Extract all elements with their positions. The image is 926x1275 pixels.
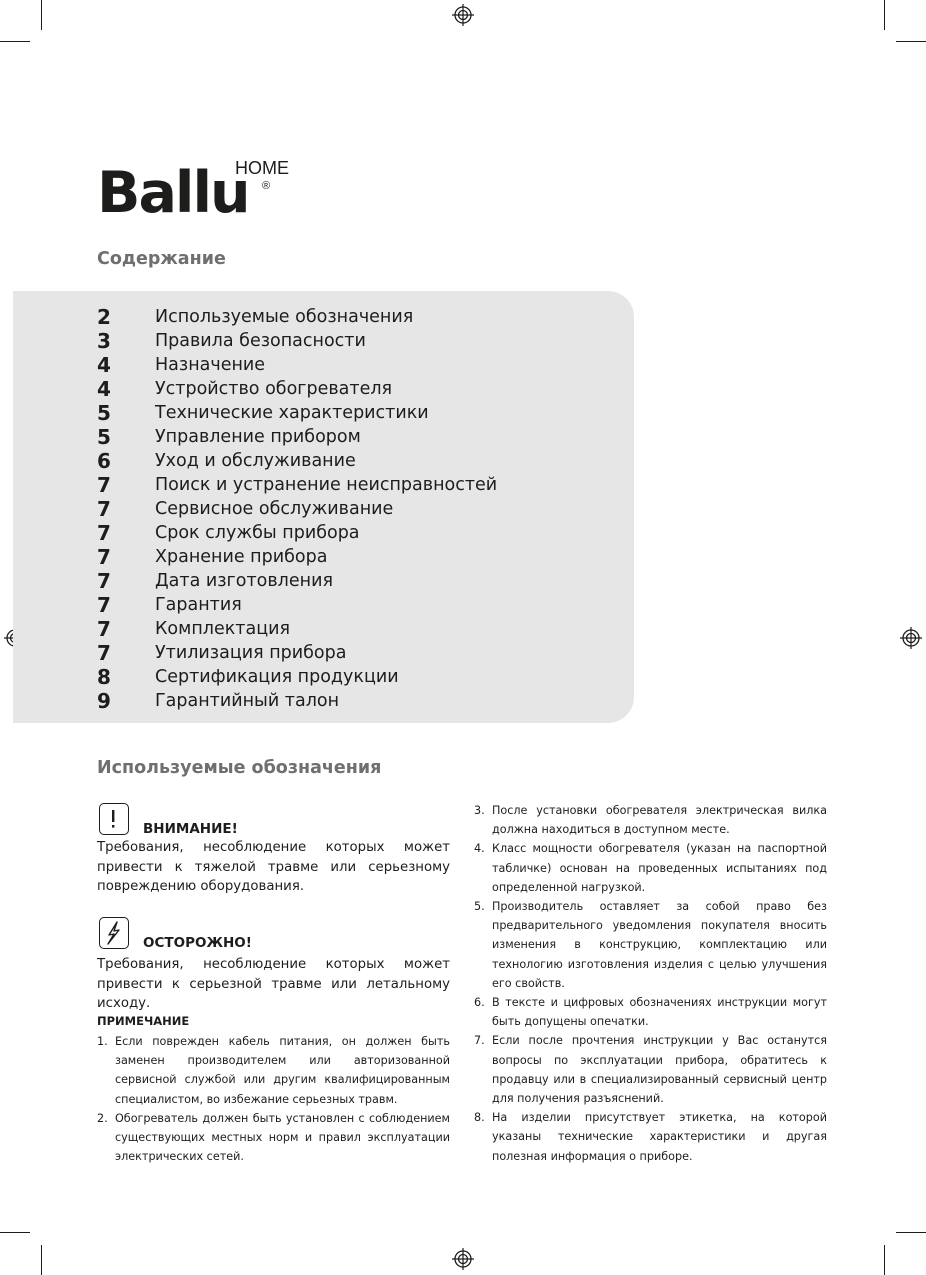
- lightning-icon: [99, 917, 129, 949]
- note-item: [474, 1031, 827, 1108]
- toc-item: [97, 353, 597, 377]
- exclamation-icon: [99, 803, 129, 835]
- crop-mark: [0, 41, 30, 42]
- toc-item: [97, 593, 597, 617]
- toc-item: [97, 305, 597, 329]
- toc-item: [97, 545, 597, 569]
- toc-label: Срок службы прибора: [155, 523, 360, 543]
- toc-page-number: 7: [97, 617, 111, 641]
- note-text: Обогреватель должен быть установлен с соблюдением существующих местных норм и правил эксплуатации электрических сетей.: [115, 1111, 450, 1164]
- note-number: 6.: [474, 996, 485, 1010]
- attention-text: Требования, несоблюдение которых может привести к тяжелой травме или серьезному повреждению оборудования.: [97, 840, 450, 894]
- toc-page-number: 4: [97, 377, 111, 401]
- toc-label: Устройство обогревателя: [155, 379, 393, 399]
- note-number: 1.: [97, 1035, 108, 1048]
- note-item: [474, 993, 827, 1031]
- toc-page-number: 7: [97, 473, 111, 497]
- note-number: 8.: [474, 1111, 485, 1125]
- toc-item: [97, 377, 597, 401]
- toc-label: Уход и обслуживание: [155, 451, 356, 471]
- toc-page-number: 4: [97, 353, 111, 377]
- toc-page-number: 7: [97, 593, 111, 617]
- toc-label: Гарантия: [155, 595, 242, 615]
- toc-item: [97, 425, 597, 449]
- toc-page-number: 2: [97, 305, 111, 329]
- toc-item: [97, 497, 597, 521]
- brand-logo: [97, 160, 287, 226]
- note-item: [474, 839, 827, 897]
- toc-label: Правила безопасности: [155, 331, 366, 351]
- note-text: Производитель оставляет за собой право без предварительного уведомления покупателя вносить изменения в конструкцию, комплектацию или технологию изготовления изделия с целью улучшения его свойств.: [492, 900, 827, 990]
- notes-list-right: [474, 801, 827, 1166]
- toc-item: [97, 569, 597, 593]
- toc-label: Комплектация: [155, 619, 291, 639]
- notes-list-left: [97, 1032, 450, 1166]
- note-number: 4.: [474, 842, 485, 856]
- toc-page-number: 5: [97, 401, 111, 425]
- note-item: [474, 1108, 827, 1166]
- crop-mark: [884, 0, 885, 30]
- registration-mark-icon: [452, 4, 474, 26]
- note-text: После установки обогревателя электрическая вилка должна находиться в доступном месте.: [492, 804, 827, 837]
- toc-page-number: 8: [97, 665, 111, 689]
- toc-item: [97, 473, 597, 497]
- toc-page-number: 9: [97, 689, 111, 713]
- toc-label: Утилизация прибора: [155, 643, 347, 663]
- registered-mark: ®: [262, 180, 271, 192]
- toc-item: [97, 401, 597, 425]
- note-item: [474, 801, 827, 839]
- caution-text: Требования, несоблюдение которых может привести к серьезной травме или летальному исходу.: [97, 957, 450, 1011]
- note-number: 2.: [97, 1111, 108, 1125]
- note-text: Если поврежден кабель питания, он должен быть заменен производителем или авторизованной сервисной службой или другим квалифицированным специалистом, во избежание серьезных травм.: [115, 1035, 450, 1106]
- attention-title: ВНИМАНИЕ!: [143, 821, 238, 837]
- toc-label: Поиск и устранение неисправностей: [155, 475, 498, 495]
- note-text: На изделии присутствует этикетка, на которой указаны технические характеристики и другая полезная информация о приборе.: [492, 1111, 827, 1163]
- note-number: 3.: [474, 804, 485, 817]
- toc-item: [97, 617, 597, 641]
- registration-mark-icon: [452, 1248, 474, 1270]
- crop-mark: [896, 41, 926, 42]
- toc-page-number: 7: [97, 641, 111, 665]
- toc-item: [97, 641, 597, 665]
- toc-item: [97, 689, 597, 713]
- note-number: 7.: [474, 1034, 485, 1048]
- note-item: [97, 1109, 450, 1167]
- note-text: В тексте и цифровых обозначениях инструкции могут быть допущены опечатки.: [492, 996, 827, 1029]
- toc-page-number: 7: [97, 545, 111, 569]
- note-title: ПРИМЕЧАНИЕ: [97, 1014, 190, 1028]
- symbols-title: Используемые обозначения: [97, 758, 382, 778]
- toc-label: Дата изготовления: [155, 571, 333, 591]
- toc-page-number: 7: [97, 521, 111, 545]
- toc-label: Технические характеристики: [155, 403, 429, 423]
- toc-item: [97, 521, 597, 545]
- toc-page-number: 3: [97, 329, 111, 353]
- brand-name: Ballu: [97, 160, 249, 226]
- toc-label: Управление прибором: [155, 427, 361, 447]
- brand-sub: HOME: [235, 158, 289, 178]
- toc-label: Сервисное обслуживание: [155, 499, 394, 519]
- toc-title: Содержание: [97, 249, 226, 269]
- toc-label: Сертификация продукции: [155, 667, 399, 687]
- toc-label: Назначение: [155, 355, 266, 375]
- note-item: [474, 897, 827, 993]
- crop-mark: [41, 1245, 42, 1275]
- toc-page-number: 5: [97, 425, 111, 449]
- crop-mark: [884, 1245, 885, 1275]
- toc-item: [97, 329, 597, 353]
- toc-page-number: 7: [97, 497, 111, 521]
- toc-item: [97, 665, 597, 689]
- toc-page-number: 6: [97, 449, 111, 473]
- toc-item: [97, 449, 597, 473]
- toc-page-number: 7: [97, 569, 111, 593]
- toc-label: Хранение прибора: [155, 547, 328, 567]
- crop-mark: [896, 1232, 926, 1233]
- toc-label: Используемые обозначения: [155, 307, 414, 327]
- toc-label: Гарантийный талон: [155, 691, 340, 711]
- caution-title: ОСТОРОЖНО!: [143, 935, 252, 951]
- note-text: Если после прочтения инструкции у Вас останутся вопросы по эксплуатации прибора, обратитесь к продавцу или в специализированный сервисный центр для получения разъяснений.: [492, 1034, 827, 1106]
- crop-mark: [41, 0, 42, 30]
- note-text: Класс мощности обогревателя (указан на паспортной табличке) основан на проведенных испытаниях под определенной нагрузкой.: [492, 842, 827, 894]
- note-number: 5.: [474, 900, 485, 914]
- crop-mark: [0, 1232, 30, 1233]
- note-item: [97, 1032, 450, 1109]
- registration-mark-icon: [900, 627, 922, 649]
